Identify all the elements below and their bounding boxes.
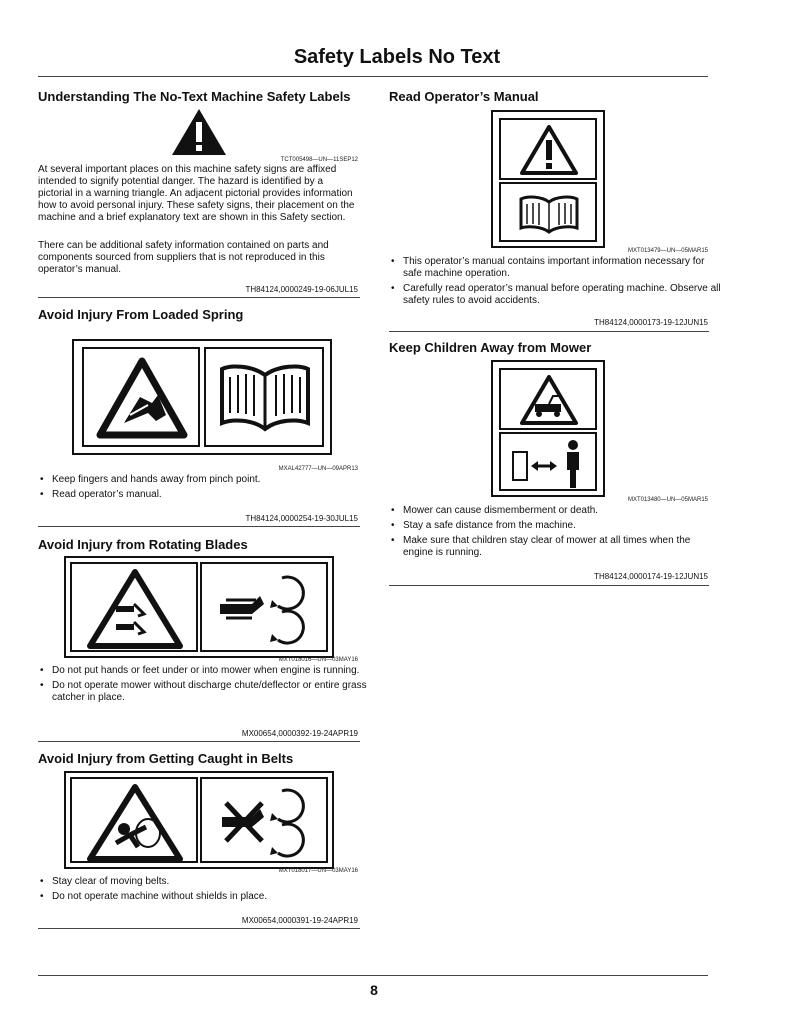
blades-heading: Avoid Injury from Rotating Blades (38, 537, 248, 552)
belts-bullet-list (38, 876, 374, 906)
mower-hazard-panel (499, 368, 597, 430)
section-rule (389, 331, 709, 332)
title-rule (38, 76, 708, 77)
understanding-paragraph-2: There can be additional safety information contained on parts and components sourced from suppliers that is not reproduced in this operator’s manual. (38, 240, 329, 275)
footer-rule (38, 975, 708, 976)
blades-safety-label (64, 556, 334, 658)
figure-code: MXT013480—UN—05MAR15 (627, 497, 708, 503)
book-icon (517, 194, 581, 234)
reference-code: TH84124,0000254-19-30JUL15 (245, 514, 358, 523)
manual-heading: Read Operator’s Manual (389, 89, 539, 104)
manual-safety-label (491, 110, 605, 248)
list-item: • Do not operate machine without shields in place. (52, 891, 374, 903)
section-rule (38, 928, 360, 929)
list-item: • Carefully read operator’s manual before operating machine. Observe all safety rules to avoid accidents. (403, 283, 723, 307)
children-heading: Keep Children Away from Mower (389, 340, 592, 355)
section-rule (38, 526, 360, 527)
spring-bullet-list (38, 474, 374, 504)
children-bullet-list (389, 505, 723, 562)
list-item: • Do not operate mower without discharge chute/deflector or entire grass catcher in place. (52, 680, 374, 704)
spring-heading: Avoid Injury From Loaded Spring (38, 307, 244, 322)
alert-panel (499, 118, 597, 180)
list-item: • Stay a safe distance from the machine. (403, 520, 723, 532)
manual-panel (499, 182, 597, 242)
list-item: • Stay clear of moving belts. (52, 876, 374, 888)
list-item: • Keep fingers and hands away from pinch point. (52, 474, 374, 486)
belt-hazard-panel (70, 777, 198, 863)
manual-panel (204, 347, 324, 447)
pinch-hazard-icon (96, 357, 188, 439)
reference-code: MX00654,0000392-19-24APR19 (241, 729, 358, 738)
list-item: • This operator’s manual contains important information necessary for safe machine operation. (403, 256, 723, 280)
mower-hazard-icon (519, 374, 579, 426)
list-item: • Read operator’s manual. (52, 489, 374, 501)
keep-clear-belts-icon (212, 783, 320, 861)
manual-bullet-list (389, 256, 723, 310)
entanglement-hazard-icon (86, 783, 184, 863)
blade-hazard-panel (70, 562, 198, 652)
figure-code: MXT018016—UN—03MAY16 (278, 657, 358, 663)
understanding-heading: Understanding The No-Text Machine Safety Labels (38, 89, 351, 104)
figure-code: MXAL42777—UN—09APR13 (278, 466, 358, 472)
pinch-point-panel (82, 347, 200, 447)
blades-bullet-list (38, 665, 374, 707)
belts-heading: Avoid Injury from Getting Caught in Belts (38, 751, 294, 766)
section-rule (38, 741, 360, 742)
reference-code: MX00654,0000391-19-24APR19 (241, 916, 358, 925)
alert-icon (519, 124, 579, 176)
page-title: Safety Labels No Text (293, 46, 501, 68)
figure-code: MXT018017—UN—03MAY16 (278, 868, 358, 874)
page-number: 8 (370, 982, 378, 998)
rotating-blade-icon (212, 570, 320, 648)
warning-icon (171, 108, 227, 156)
blade-avoid-panel (200, 562, 328, 652)
section-rule (38, 297, 360, 298)
figure-code: TCT005498—UN—11SEP12 (280, 157, 358, 163)
figure-code: MXT013479—UN—05MAR15 (627, 248, 708, 254)
reference-code: TH84124,0000249-19-06JUL15 (245, 285, 358, 294)
children-safety-label (491, 360, 605, 497)
safe-distance-icon (507, 438, 593, 490)
belt-avoid-panel (200, 777, 328, 863)
section-rule (389, 585, 709, 586)
list-item: • Make sure that children stay clear of mower at all times when the engine is running. (403, 535, 723, 559)
understanding-paragraph-1: At several important places on this machine safety signs are affixed intended to signify potential danger. The hazard is identified by a pictorial in a warning triangle. An adjacent pictorial provides information how to avoid personal injury. These safety signs, their placement on the machine and a brief explanatory text are shown in this Safety section. (38, 164, 355, 223)
book-icon (216, 361, 314, 435)
reference-code: TH84124,0000174-19-12JUN15 (594, 572, 708, 581)
belts-safety-label (64, 771, 334, 869)
safe-distance-panel (499, 432, 597, 491)
reference-code: TH84124,0000173-19-12JUN15 (594, 318, 708, 327)
list-item: • Mower can cause dismemberment or death. (403, 505, 723, 517)
spring-safety-label (72, 339, 332, 455)
list-item: • Do not put hands or feet under or into mower when engine is running. (52, 665, 374, 677)
cut-hazard-icon (86, 568, 184, 650)
